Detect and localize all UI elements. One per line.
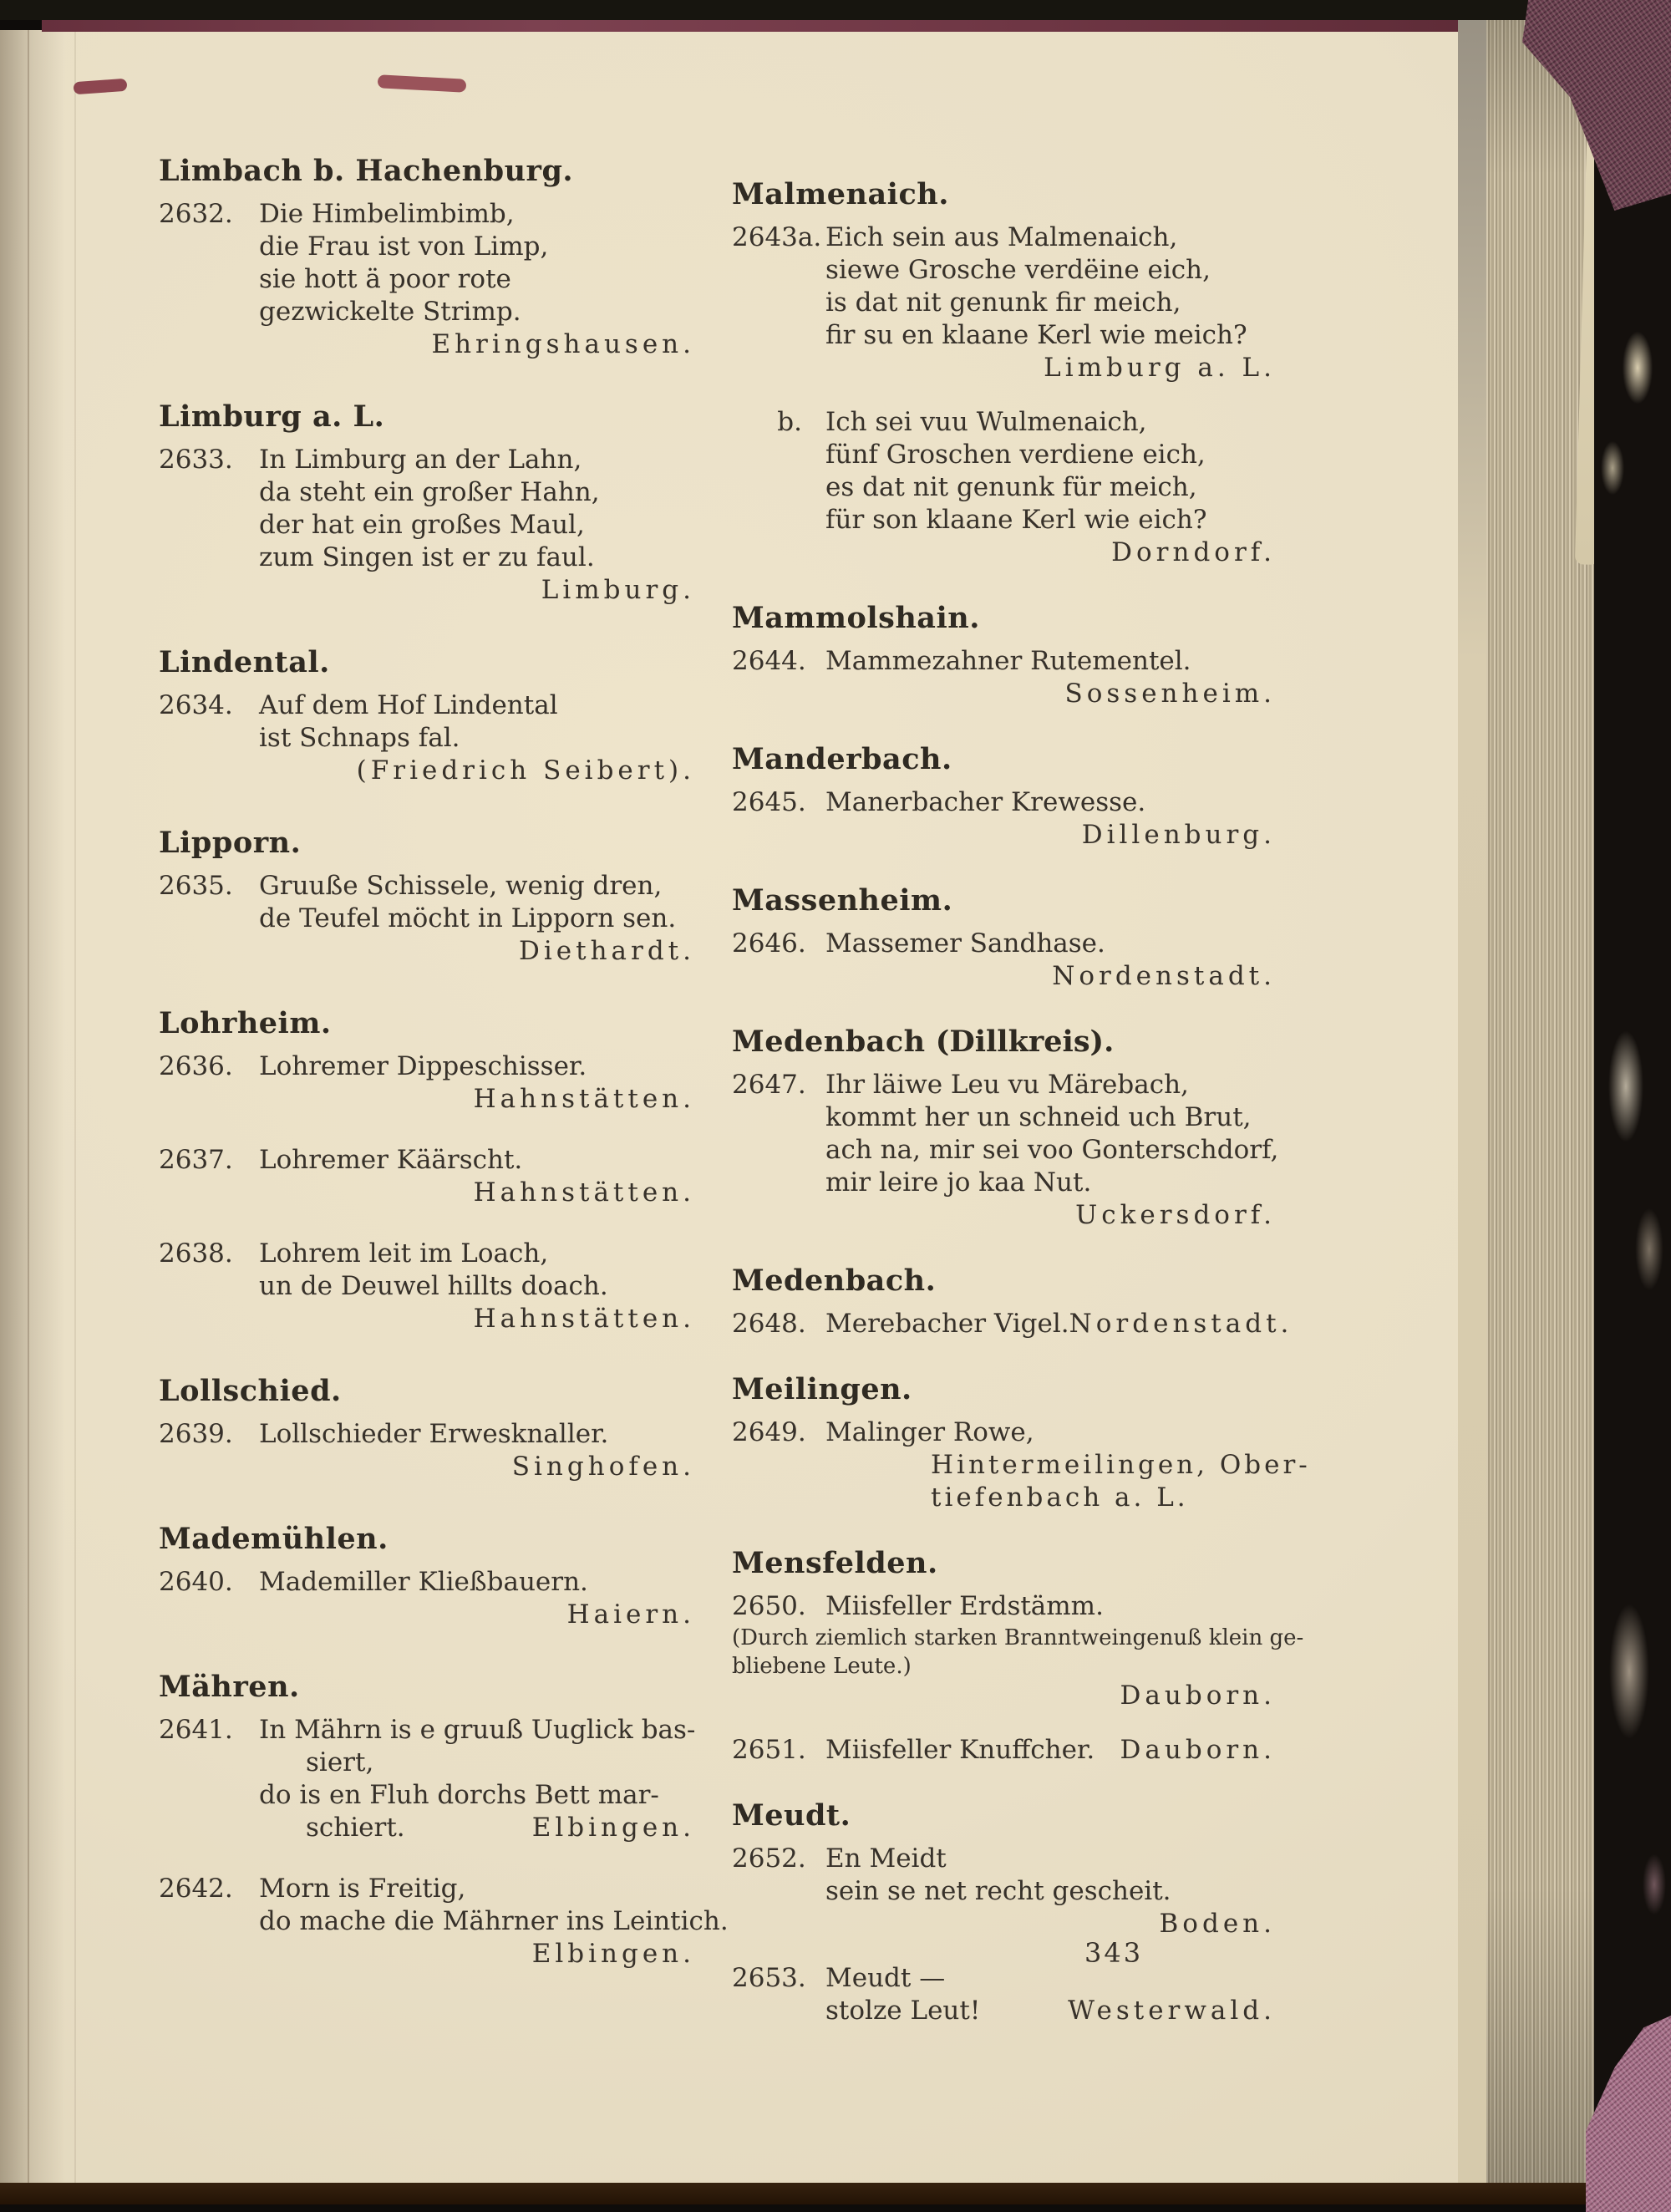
entry-body [259, 198, 698, 361]
page-number: 343 [1084, 1937, 1144, 1969]
book-bottom-edge [0, 2183, 1638, 2204]
section-heading: Lohrheim. [159, 1006, 332, 1040]
entry-body [825, 1069, 1279, 1232]
attribution-inline: Nordenstadt. [1069, 1309, 1293, 1339]
entry [159, 870, 698, 968]
attribution: Singhofen. [511, 1452, 695, 1482]
entry-line: Eich sein aus Malmenaich, [825, 222, 1178, 252]
entry [732, 786, 1279, 852]
entry [732, 1308, 1293, 1340]
attribution: Elbingen. [531, 1939, 695, 1969]
entry-line: sie hott ä poor rote [259, 264, 511, 294]
entry-line: es dat nit genunk für meich, [825, 472, 1197, 502]
text-column-right [732, 175, 1311, 2027]
entry-body [259, 444, 698, 607]
entry-number: 2652. [732, 1843, 806, 1874]
attribution: Nordenstadt. [1052, 961, 1276, 991]
entry-line: In Limburg an der Lahn, [259, 445, 582, 475]
section-heading: Manderbach. [732, 742, 952, 776]
entry-body [259, 870, 698, 968]
entry-line: Meudt — [825, 1963, 946, 1993]
entry [732, 928, 1279, 993]
entry-body [825, 406, 1279, 569]
entry-line: Lollschieder Erwesknaller. [259, 1419, 609, 1449]
entry-line: Auf dem Hof Lindental [259, 690, 558, 720]
entry-line: Mammezahner Rutementel. [825, 646, 1191, 676]
entry-body [825, 645, 1279, 710]
section-heading: Mademühlen. [159, 1522, 389, 1556]
entry-line: un de Deuwel hillts doach. [259, 1271, 608, 1301]
section-heading-suffix: (Dillkreis). [925, 1025, 1115, 1059]
entry [159, 1873, 729, 1970]
entry-number: 2640. [159, 1567, 233, 1597]
entry-line: Die Himbelimbimb, [259, 199, 515, 229]
entry-line: Ihr läiwe Leu vu Märebach, [825, 1070, 1189, 1100]
entry-line [825, 1734, 1279, 1767]
entry-line: tiefenbach a. L. [931, 1482, 1189, 1513]
entry-number: 2637. [159, 1145, 233, 1175]
entry-number: 2653. [732, 1963, 806, 1993]
entry-body [825, 928, 1279, 993]
entry-line: Massemer Sandhase. [825, 928, 1105, 959]
entry [732, 1734, 1279, 1767]
entry-line: mir leire jo kaa Nut. [825, 1167, 1092, 1198]
section-heading: Massenheim. [732, 883, 953, 918]
entry-line [825, 1308, 1293, 1340]
text-column-left [159, 152, 729, 1970]
entry-line-text: Miisfeller Knuffcher. [825, 1735, 1095, 1765]
entry-number: 2648. [732, 1309, 806, 1339]
entry-line: sein se net recht gescheit. [825, 1876, 1171, 1906]
entry-line: Mademiller Kließbauern. [259, 1567, 588, 1597]
entry-body [259, 1714, 698, 1844]
entry-line: En Meidt [825, 1843, 947, 1874]
entry-line: Manerbacher Krewesse. [825, 787, 1146, 817]
entry [732, 1590, 1304, 1712]
entry-line: Lohrem leit im Loach, [259, 1238, 549, 1269]
section-heading: Medenbach (Dillkreis). [732, 1025, 1115, 1059]
entry-body [259, 689, 698, 787]
entry-number: 2638. [159, 1238, 233, 1269]
attribution: Uckersdorf. [1075, 1200, 1276, 1230]
entry-line-text: Merebacher Vigel. [825, 1309, 1069, 1339]
attribution: Hahnstätten. [473, 1304, 695, 1334]
entry-number: 2633. [159, 445, 233, 475]
book-cover-marbled [1594, 0, 1671, 2212]
entry-number: 2632. [159, 199, 233, 229]
attribution: Hahnstätten. [473, 1084, 695, 1114]
section-heading: Limburg a. L. [159, 399, 385, 434]
book-top-edge [0, 0, 1671, 20]
entry [732, 1069, 1279, 1232]
entry [159, 1714, 698, 1844]
entry-body [825, 1843, 1279, 1940]
entry-number: 2646. [732, 928, 806, 959]
entry-line-text: stolze Leut! [825, 1996, 981, 2026]
entry-line: kommt her un schneid uch Brut, [825, 1102, 1252, 1132]
entry-line: da steht ein großer Hahn, [259, 477, 600, 507]
attribution: Limburg. [541, 575, 695, 605]
entry [159, 1238, 698, 1335]
entry [732, 645, 1279, 710]
entry-line: die Frau ist von Limp, [259, 231, 549, 262]
entry [732, 1416, 1311, 1514]
entry-number: 2641. [159, 1715, 233, 1745]
section-heading: Meilingen. [732, 1372, 912, 1406]
entry [732, 221, 1279, 384]
entry-body [259, 1418, 698, 1483]
attribution: Dorndorf. [1111, 537, 1276, 567]
entry [732, 1962, 1279, 2027]
entry-line: siewe Grosche verdëine eich, [825, 255, 1211, 285]
entry-line [825, 1995, 1279, 2027]
entry-line: siert, [306, 1747, 374, 1777]
entry [732, 406, 1279, 569]
entry-line: fir su en klaane Kerl wie meich? [825, 320, 1247, 350]
section-heading: Mammolshain. [732, 601, 980, 635]
entry-line-text: schiert. [306, 1813, 405, 1843]
entry-number: 2636. [159, 1051, 233, 1081]
entry-number: 2643a. [732, 222, 822, 252]
entry-line: In Mährn is e gruuß Uuglick bas- [259, 1715, 696, 1745]
attribution: Dauborn. [1120, 1681, 1276, 1711]
entry-line: ist Schnaps fal. [259, 723, 460, 753]
entry-line [259, 1812, 698, 1844]
entry-line: fünf Groschen verdiene eich, [825, 440, 1206, 470]
attribution: Sossenheim. [1064, 679, 1276, 709]
entry-line: zum Singen ist er zu faul. [259, 542, 595, 572]
entry-number: 2649. [732, 1417, 806, 1447]
entry-line: Morn is Freitig, [259, 1874, 466, 1904]
section-heading: Lollschied. [159, 1374, 342, 1408]
attribution: Diethardt. [519, 936, 695, 966]
entry-number: 2650. [732, 1591, 806, 1621]
entry-line: de Teufel möcht in Lipporn sen. [259, 903, 677, 933]
entry-line: Miisfeller Erdstämm. [825, 1591, 1104, 1621]
entry-body [825, 1308, 1293, 1340]
attribution: Hahnstätten. [473, 1177, 695, 1208]
attribution: Dillenburg. [1081, 820, 1276, 850]
section-heading: Limbach b. Hachenburg. [159, 154, 574, 188]
entry-body [825, 1416, 1311, 1514]
entry-number: 2651. [732, 1735, 806, 1765]
section-heading: Meudt. [732, 1798, 851, 1833]
attribution: Limburg a. L. [1044, 353, 1276, 383]
entry-body [825, 1962, 1279, 2027]
entry-number: 2634. [159, 690, 233, 720]
entry [159, 1566, 698, 1631]
entry-number: 2644. [732, 646, 806, 676]
entry-body [259, 1050, 698, 1116]
entry-number: 2635. [159, 871, 233, 901]
entry-body [259, 1144, 698, 1209]
entry-body [825, 786, 1279, 852]
section-heading: Lipporn. [159, 826, 302, 860]
section-heading: Lindental. [159, 645, 330, 679]
entry-line: Lohremer Käärscht. [259, 1145, 523, 1175]
entry-number: 2639. [159, 1419, 233, 1449]
entry [159, 1050, 698, 1116]
entry-body [259, 1566, 698, 1631]
attribution-inline: Elbingen. [531, 1813, 695, 1843]
entry [159, 198, 698, 361]
entry-line: Gruuße Schissele, wenig dren, [259, 871, 663, 901]
entry-line: do mache die Mährner ins Leintich. [259, 1906, 729, 1936]
attribution-inline: Dauborn. [1120, 1735, 1276, 1765]
attribution: Haiern. [566, 1599, 695, 1630]
entry-number: 2642. [159, 1874, 233, 1904]
entry-line: ach na, mir sei voo Gonterschdorf, [825, 1135, 1279, 1165]
entry-body [259, 1873, 729, 1970]
entry-line: is dat nit genunk fir meich, [825, 287, 1181, 318]
entry-line: Ich sei vuu Wulmenaich, [825, 407, 1147, 437]
entry-line: Hintermeilingen, Ober- [931, 1450, 1311, 1480]
entry-line: Malinger Rowe, [825, 1417, 1034, 1447]
entry [159, 689, 698, 787]
entry-line: gezwickelte Strimp. [259, 297, 521, 327]
entry-line: der hat ein großes Maul, [259, 510, 585, 540]
entry-line: für son klaane Kerl wie eich? [825, 505, 1207, 535]
page-block-outer-edge [1458, 3, 1486, 2184]
attribution-inline: Westerwald. [1068, 1996, 1276, 2026]
entry-body [259, 1238, 698, 1335]
entry [159, 1144, 698, 1209]
entry-line: Lohremer Dippeschisser. [259, 1051, 587, 1081]
section-heading: Mähren. [159, 1670, 300, 1704]
entry-line: do is en Fluh dorchs Bett mar- [259, 1780, 659, 1810]
entry [732, 1843, 1279, 1940]
attribution: (Friedrich Seibert). [356, 755, 695, 786]
section-heading: Medenbach. [732, 1264, 937, 1298]
entry-number: b. [777, 407, 802, 437]
attribution: Boden. [1159, 1909, 1276, 1939]
entry-body [825, 221, 1279, 384]
section-heading: Malmenaich. [732, 177, 949, 211]
entry-line: bliebene Leute.) [732, 1654, 912, 1679]
attribution: Ehringshausen. [431, 329, 695, 359]
entry-line: (Durch ziemlich starken Branntweingenuß klein ge- [732, 1625, 1304, 1650]
entry-number: 2645. [732, 787, 806, 817]
section-heading: Mensfelden. [732, 1546, 938, 1580]
entry [159, 444, 698, 607]
entry [159, 1418, 698, 1483]
page-block-fore-edge [1486, 0, 1595, 2194]
entry-body [825, 1734, 1279, 1767]
entry-number: 2647. [732, 1070, 806, 1100]
